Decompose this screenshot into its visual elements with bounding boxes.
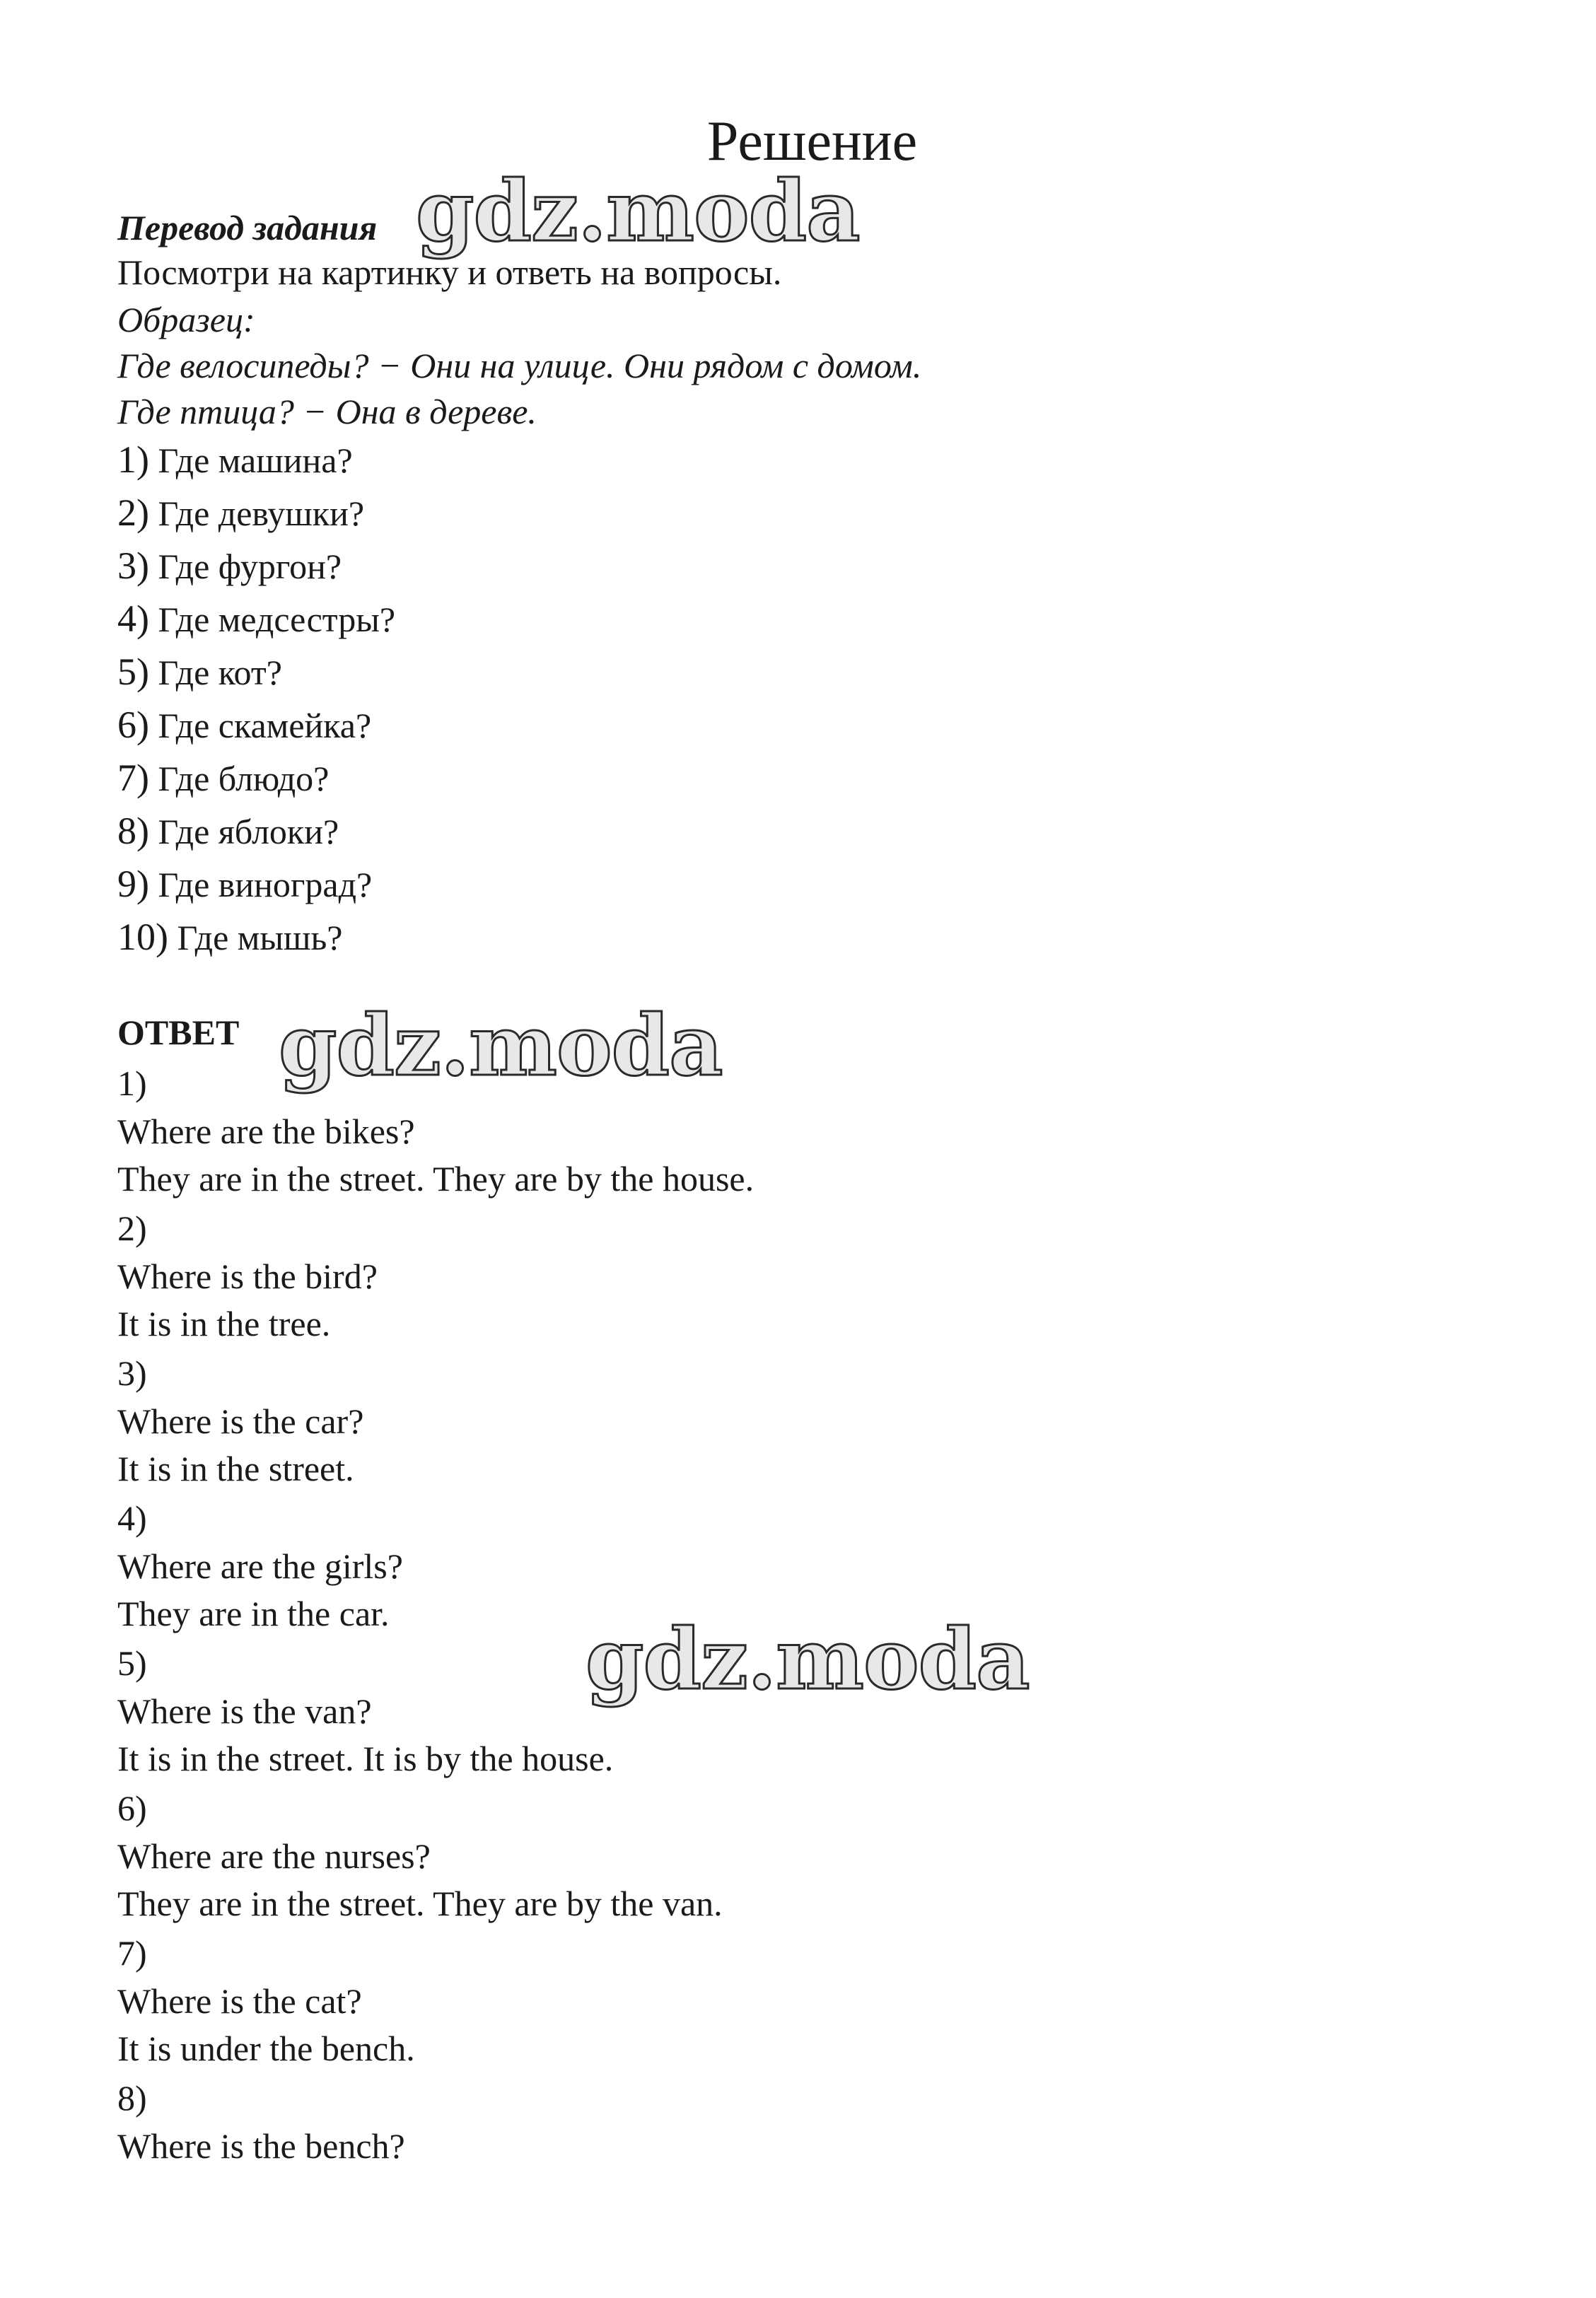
question-number: 6) xyxy=(117,704,149,746)
task-instruction: Посмотри на картинку и ответь на вопросы. xyxy=(117,252,782,292)
answer-number: 3) xyxy=(117,1353,147,1393)
answer-number: 7) xyxy=(117,1933,147,1973)
question-text: Где кот? xyxy=(158,653,282,692)
question-number: 4) xyxy=(117,597,149,640)
question-number: 8) xyxy=(117,810,149,852)
answer-question: Where are the nurses? xyxy=(117,1836,431,1876)
question-text: Где мышь? xyxy=(177,918,343,957)
answer-question: Where are the girls? xyxy=(117,1546,403,1586)
page-title: Решение xyxy=(706,110,918,173)
question-number: 9) xyxy=(117,863,149,905)
question-item xyxy=(117,437,353,483)
answer-number: 6) xyxy=(117,1788,147,1828)
question-text: Где машина? xyxy=(158,441,353,480)
answer-text: It is under the bench. xyxy=(117,2029,415,2068)
question-text: Где девушки? xyxy=(158,494,365,533)
question-text: Где медсестры? xyxy=(158,600,396,639)
question-item xyxy=(117,861,372,907)
answer-text: They are in the car. xyxy=(117,1594,390,1633)
answer-number: 4) xyxy=(117,1498,147,1538)
question-item xyxy=(117,596,395,642)
answer-text: They are in the street. They are by the house. xyxy=(117,1159,755,1198)
question-item xyxy=(117,914,343,960)
question-text: Где виноград? xyxy=(158,865,373,904)
answer-text: It is in the tree. xyxy=(117,1304,331,1343)
question-text: Где яблоки? xyxy=(158,812,339,851)
watermark-logo: gdz.moda xyxy=(416,162,860,260)
answer-question: Where is the car? xyxy=(117,1401,364,1441)
answer-text: They are in the street. They are by the van. xyxy=(117,1884,723,1923)
question-number: 10) xyxy=(117,916,168,958)
question-item xyxy=(117,702,371,748)
question-number: 1) xyxy=(117,438,149,481)
watermark-logo: gdz.moda xyxy=(586,1610,1030,1708)
answer-text: It is in the street. xyxy=(117,1449,354,1488)
answer-question: Where is the bird? xyxy=(117,1256,378,1296)
question-text: Где фургон? xyxy=(158,547,342,586)
answer-question: Where is the van? xyxy=(117,1691,372,1731)
question-number: 7) xyxy=(117,757,149,799)
question-item xyxy=(117,490,364,536)
question-text: Где блюдо? xyxy=(158,759,330,798)
question-item xyxy=(117,808,339,854)
question-number: 5) xyxy=(117,651,149,693)
example-label: Образец: xyxy=(117,300,255,339)
question-item xyxy=(117,543,342,589)
task-translation-label: Перевод задания xyxy=(117,208,378,247)
question-number: 2) xyxy=(117,491,149,534)
question-item xyxy=(117,649,282,695)
watermark-logo: gdz.moda xyxy=(279,996,723,1095)
answer-label: ОТВЕТ xyxy=(117,1013,240,1052)
question-number: 3) xyxy=(117,544,149,587)
answer-question: Where is the bench? xyxy=(117,2126,405,2166)
question-text: Где скамейка? xyxy=(158,706,372,745)
example-line-2: Где птица? − Она в дереве. xyxy=(117,392,537,431)
question-item xyxy=(117,755,329,801)
answer-number: 5) xyxy=(117,1643,147,1683)
answer-text: It is in the street. It is by the house. xyxy=(117,1739,614,1778)
answer-number: 2) xyxy=(117,1208,147,1248)
answer-number: 8) xyxy=(117,2078,147,2118)
answer-question: Where is the cat? xyxy=(117,1981,362,2021)
example-line-1: Где велосипеды? − Они на улице. Они рядом с домом. xyxy=(117,346,922,385)
answer-number: 1) xyxy=(117,1063,147,1103)
answer-question: Where are the bikes? xyxy=(117,1112,415,1151)
